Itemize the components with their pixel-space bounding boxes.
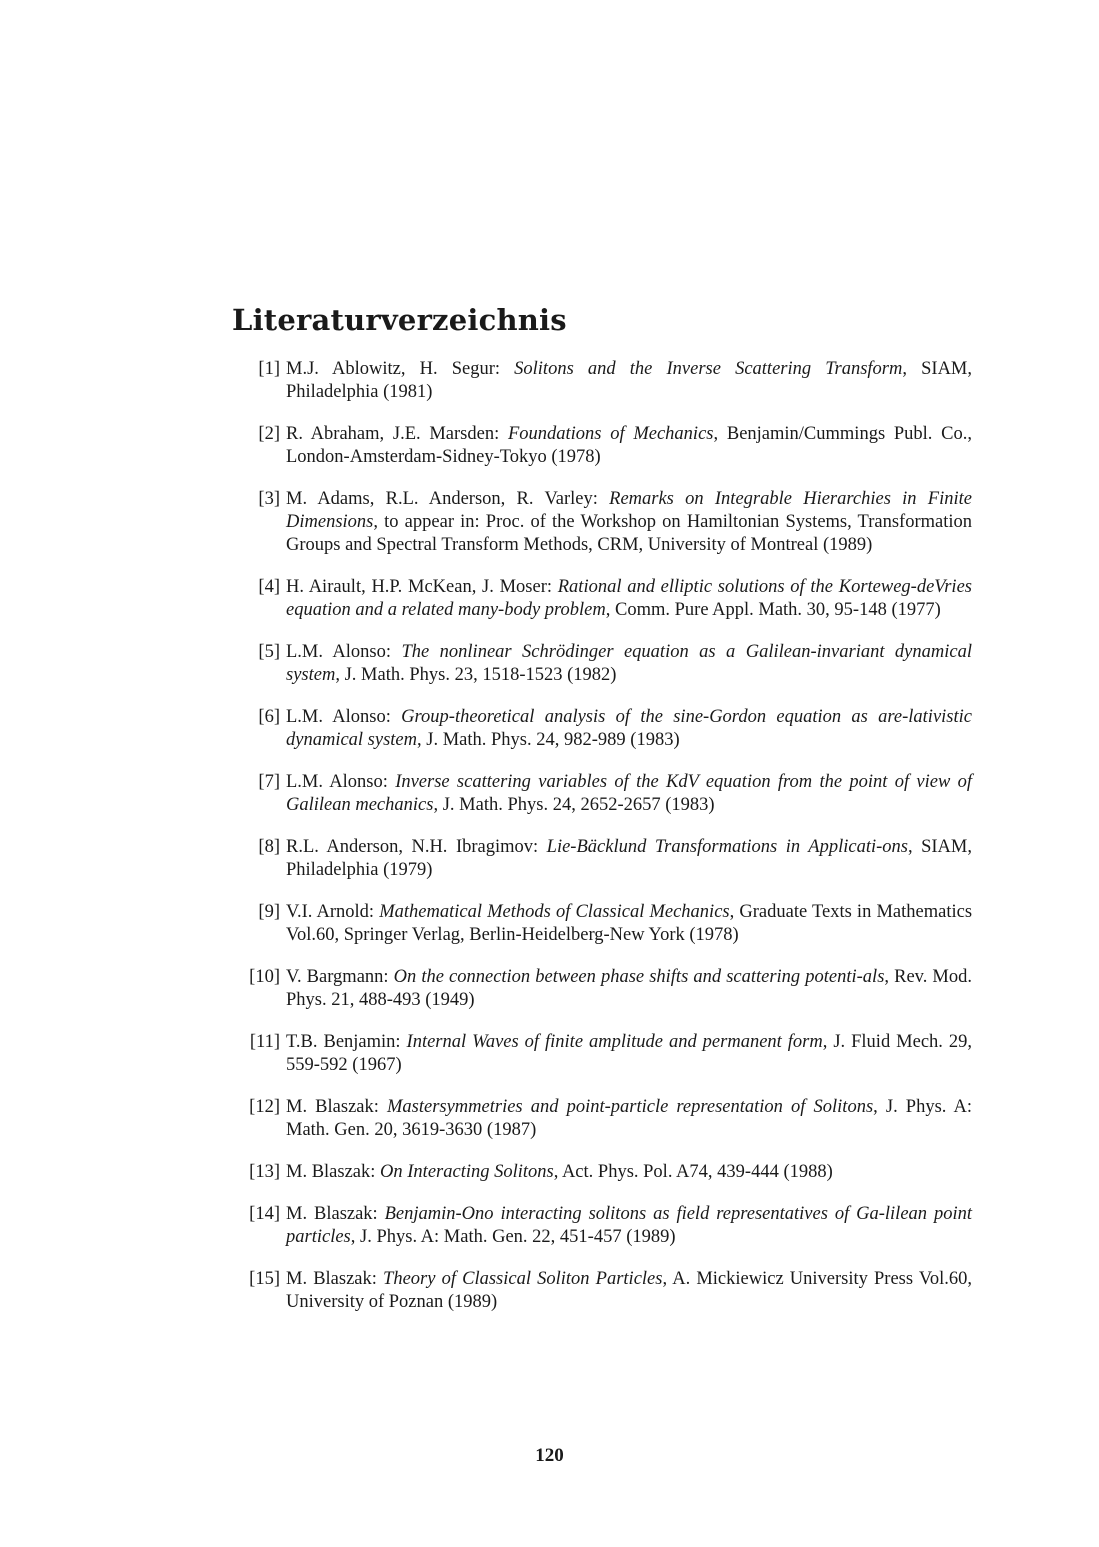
reference-item bbox=[236, 836, 972, 882]
reference-source: , J. Phys. A: Math. Gen. 22, 451-457 (1989) bbox=[350, 1227, 676, 1247]
reference-authors: L.M. Alonso: bbox=[286, 707, 402, 727]
reference-number: [15] bbox=[249, 1269, 280, 1289]
reference-number: [3] bbox=[258, 489, 280, 509]
reference-source: , J. Phys. A: Math. Gen. 20, 3619-3630 (1987) bbox=[286, 1097, 972, 1140]
reference-item bbox=[236, 576, 972, 622]
reference-title: Benjamin-Ono interacting solitons as field representatives of Ga-lilean point particles bbox=[286, 1204, 972, 1247]
reference-authors: R. Abraham, J.E. Marsden: bbox=[286, 424, 508, 444]
reference-authors: V. Bargmann: bbox=[286, 967, 394, 987]
reference-item bbox=[236, 1203, 972, 1249]
reference-item bbox=[236, 706, 972, 752]
reference-source: , J. Math. Phys. 23, 1518-1523 (1982) bbox=[335, 665, 617, 685]
reference-source: , to appear in: Proc. of the Workshop on Hamiltonian Systems, Transformation Groups and Spectral Transform Methods, CRM, University of Montreal (1989) bbox=[286, 512, 972, 555]
reference-item bbox=[236, 1096, 972, 1142]
reference-title: Mastersymmetries and point-particle representation of Solitons bbox=[386, 1097, 874, 1117]
reference-item bbox=[236, 1161, 972, 1184]
reference-item bbox=[236, 901, 972, 947]
reference-number: [6] bbox=[258, 707, 280, 727]
reference-source: , SIAM, Philadelphia (1979) bbox=[286, 837, 972, 880]
reference-source: , J. Fluid Mech. 29, 559-592 (1967) bbox=[286, 1032, 972, 1075]
reference-authors: L.M. Alonso: bbox=[286, 772, 396, 792]
reference-source: , Comm. Pure Appl. Math. 30, 95-148 (1977) bbox=[605, 600, 941, 620]
reference-number: [12] bbox=[249, 1097, 280, 1117]
reference-authors: M. Adams, R.L. Anderson, R. Varley: bbox=[286, 489, 610, 509]
reference-authors: M.J. Ablowitz, H. Segur: bbox=[286, 359, 515, 379]
reference-authors: L.M. Alonso: bbox=[286, 642, 402, 662]
reference-source: , J. Math. Phys. 24, 982-989 (1983) bbox=[417, 730, 680, 750]
reference-title: Inverse scattering variables of the KdV equation from the point of view of Galilean mechanics bbox=[286, 772, 972, 815]
reference-number: [4] bbox=[258, 577, 280, 597]
reference-authors: H. Airault, H.P. McKean, J. Moser: bbox=[286, 577, 558, 597]
reference-title: Rational and elliptic solutions of the Korteweg-deVries equation and a related many-body problem bbox=[286, 577, 972, 620]
reference-title: Remarks on Integrable Hierarchies in Finite Dimensions bbox=[286, 489, 972, 532]
reference-item bbox=[236, 1031, 972, 1077]
reference-source: , Rev. Mod. Phys. 21, 488-493 (1949) bbox=[286, 967, 972, 1010]
reference-authors: M. Blaszak: bbox=[286, 1162, 381, 1182]
reference-item bbox=[236, 358, 972, 404]
reference-number: [8] bbox=[258, 837, 280, 857]
reference-number: [7] bbox=[258, 772, 280, 792]
reference-authors: R.L. Anderson, N.H. Ibragimov: bbox=[286, 837, 547, 857]
reference-title: Group-theoretical analysis of the sine-Gordon equation as are-lativistic dynamical system bbox=[286, 707, 972, 750]
reference-item bbox=[236, 488, 972, 557]
page-heading: Literaturverzeichnis bbox=[232, 303, 567, 337]
reference-authors: M. Blaszak: bbox=[286, 1097, 387, 1117]
reference-number: [13] bbox=[249, 1162, 280, 1182]
reference-title: On the connection between phase shifts and scattering potenti-als bbox=[393, 967, 885, 987]
reference-source: , Act. Phys. Pol. A74, 439-444 (1988) bbox=[553, 1162, 833, 1182]
reference-title: Mathematical Methods of Classical Mechanics bbox=[379, 902, 730, 922]
reference-list bbox=[236, 358, 972, 1333]
reference-title: Foundations of Mechanics bbox=[507, 424, 714, 444]
reference-title: Internal Waves of finite amplitude and permanent form bbox=[406, 1032, 823, 1052]
reference-source: , A. Mickiewicz University Press Vol.60, University of Poznan (1989) bbox=[286, 1269, 972, 1312]
reference-number: [14] bbox=[249, 1204, 280, 1224]
reference-authors: M. Blaszak: bbox=[286, 1204, 385, 1224]
reference-source: , J. Math. Phys. 24, 2652-2657 (1983) bbox=[433, 795, 715, 815]
reference-source: , Graduate Texts in Mathematics Vol.60, Springer Verlag, Berlin-Heidelberg-New York (1978) bbox=[286, 902, 973, 945]
reference-title: Solitons and the Inverse Scattering Transform bbox=[514, 359, 903, 379]
reference-source: , Benjamin/Cummings Publ. Co., London-Amsterdam-Sidney-Tokyo (1978) bbox=[286, 424, 972, 467]
reference-title: On Interacting Solitons bbox=[380, 1162, 554, 1182]
reference-title: Lie-Bäcklund Transformations in Applicati-ons bbox=[546, 837, 908, 857]
reference-source: , SIAM, Philadelphia (1981) bbox=[286, 359, 973, 402]
reference-authors: T.B. Benjamin: bbox=[286, 1032, 407, 1052]
reference-title: Theory of Classical Soliton Particles bbox=[383, 1269, 663, 1289]
reference-title: The nonlinear Schrödinger equation as a Galilean-invariant dynamical system bbox=[286, 642, 972, 685]
reference-item bbox=[236, 771, 972, 817]
page-number: 120 bbox=[535, 1445, 564, 1466]
reference-number: [1] bbox=[258, 359, 280, 379]
reference-number: [11] bbox=[249, 1032, 280, 1052]
reference-number: [5] bbox=[258, 642, 280, 662]
reference-item bbox=[236, 423, 972, 469]
reference-number: [9] bbox=[258, 902, 280, 922]
reference-item bbox=[236, 1268, 972, 1314]
reference-item bbox=[236, 641, 972, 687]
reference-item bbox=[236, 966, 972, 1012]
reference-number: [2] bbox=[258, 424, 280, 444]
reference-number: [10] bbox=[249, 967, 280, 987]
reference-authors: M. Blaszak: bbox=[286, 1269, 384, 1289]
reference-authors: V.I. Arnold: bbox=[286, 902, 380, 922]
